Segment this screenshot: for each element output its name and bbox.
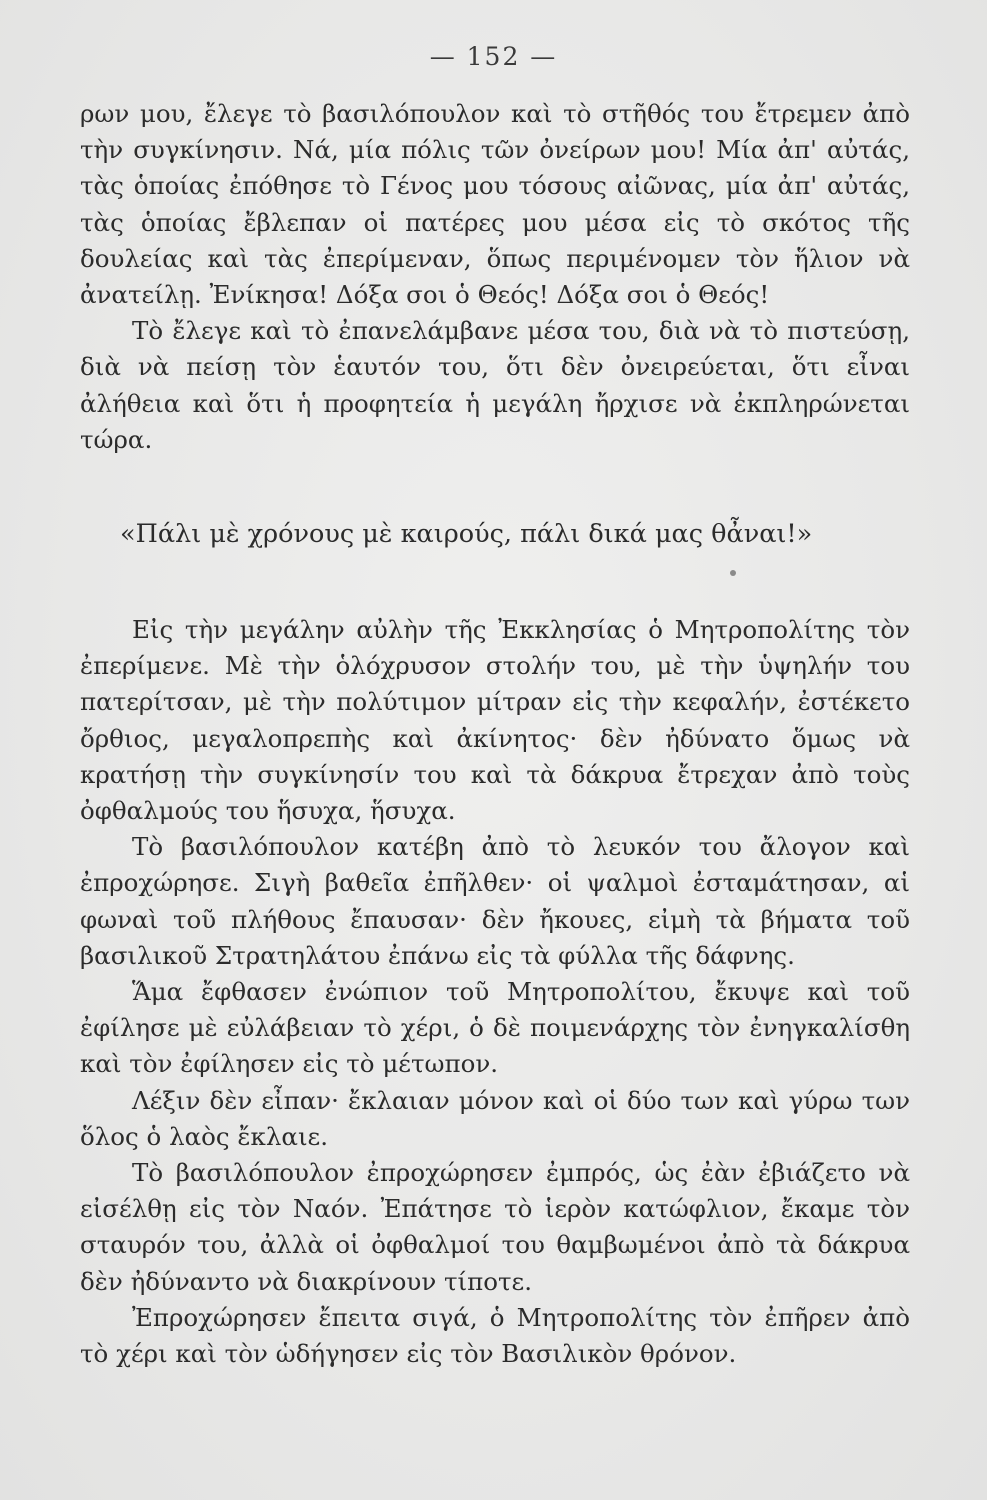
- paragraph: Τὸ βασιλόπουλον ἐπροχώρησεν ἐμπρός, ὡς ἐὰν ἐβιάζετο νὰ εἰσέλθῃ εἰς τὸν Ναόν. Ἐπάτησε τὸ ἱερὸν κατώφλιον, ἔκαμε τὸν σταυρόν του, ἀλλὰ οἱ ὀφθαλμοί του θαμβωμένοι ἀπὸ τὰ δάκρυα δὲν ἠδύναντο νὰ διακρίνουν τίποτε.: [80, 1158, 910, 1296]
- text-section-2: [80, 612, 910, 1372]
- paragraph: Τὸ ἔλεγε καὶ τὸ ἐπανελάμβανε μέσα του, διὰ νὰ τὸ πιστεύσῃ, διὰ νὰ πείσῃ τὸν ἑαυτόν του, ὅτι δὲν ὀνειρεύεται, ὅτι εἶναι ἀλήθεια καὶ ὅτι ἡ προφητεία ἡ μεγάλη ἤρχισε νὰ ἐκπληρώνεται τώρα.: [80, 316, 910, 454]
- paragraph: Ἐπροχώρησεν ἔπειτα σιγά, ὁ Μητροπολίτης τὸν ἐπῆρεν ἀπὸ τὸ χέρι καὶ τὸν ὡδήγησεν εἰς τὸν Βασιλικὸν θρόνον.: [80, 1302, 910, 1369]
- page-number: — 152 —: [429, 42, 558, 71]
- paragraph: Εἰς τὴν μεγάλην αὐλὴν τῆς Ἐκκλησίας ὁ Μητροπολίτης τὸν ἐπερίμενε. Μὲ τὴν ὁλόχρυσον στολήν του, μὲ τὴν ὑψηλήν του πατερίτσαν, μὲ τὴν πολύτιμον μίτραν εἰς τὴν κεφαλήν, ἐστέκετο ὄρθιος, μεγαλοπρεπὴς καὶ ἀκίνητος· δὲν ἠδύνατο ὅμως νὰ κρατήσῃ τὴν συγκίνησίν του καὶ τὰ δάκρυα ἔτρεχαν ἀπὸ τοὺς ὀφθαλμούς του ἥσυχα, ἥσυχα.: [80, 615, 910, 826]
- paragraph-continuation: ρων μου, ἔλεγε τὸ βασιλόπουλον καὶ τὸ στῆθός του ἔτρεμεν ἀπὸ τὴν συγκίνησιν. Νά, μία πόλις τῶν ὀνείρων μου! Μία ἀπ' αὐτάς, τὰς ὁποίας ἐπόθησε τὸ Γένος μου τόσους αἰῶνας, μία ἀπ' αὐτάς, τὰς ὁποίας ἔβλεπαν οἱ πατέρες μου μέσα εἰς τὸ σκότος τῆς δουλείας καὶ τὰς ἐπερίμεναν, ὅπως περιμένομεν τὸν ἥλιον νὰ ἀνατείλῃ. Ἐνίκησα! Δόξα σοι ὁ Θεός! Δόξα σοι ὁ Θεός!: [80, 99, 910, 310]
- paragraph: Τὸ βασιλόπουλον κατέβη ἀπὸ τὸ λευκόν του ἄλογον καὶ ἐπροχώρησε. Σιγὴ βαθεῖα ἐπῆλθεν· οἱ ψαλμοὶ ἐσταμάτησαν, αἱ φωναὶ τοῦ πλήθους ἔπαυσαν· δὲν ἤκουες, εἰμὴ τὰ βήματα τοῦ βασιλικοῦ Στρατηλάτου ἐπάνω εἰς τὰ φύλλα τῆς δάφνης.: [80, 832, 910, 970]
- verse-quote: «Πάλι μὲ χρόνους μὲ καιρούς, πάλι δικά μας θἆναι!»: [120, 519, 813, 549]
- paragraph: Λέξιν δὲν εἶπαν· ἔκλαιαν μόνον καὶ οἱ δύο των καὶ γύρω των ὅλος ὁ λαὸς ἔκλαιε.: [80, 1085, 910, 1151]
- text-section-1: [80, 96, 910, 458]
- paragraph: Ἅμα ἔφθασεν ἐνώπιον τοῦ Μητροπολίτου, ἔκυψε καὶ τοῦ ἐφίλησε μὲ εὐλάβειαν τὸ χέρι, ὁ δὲ ποιμενάρχης τὸν ἐνηγκαλίσθη καὶ τὸν ἐφίλησεν εἰς τὸ μέτωπον.: [80, 977, 910, 1079]
- print-dot: [730, 570, 736, 576]
